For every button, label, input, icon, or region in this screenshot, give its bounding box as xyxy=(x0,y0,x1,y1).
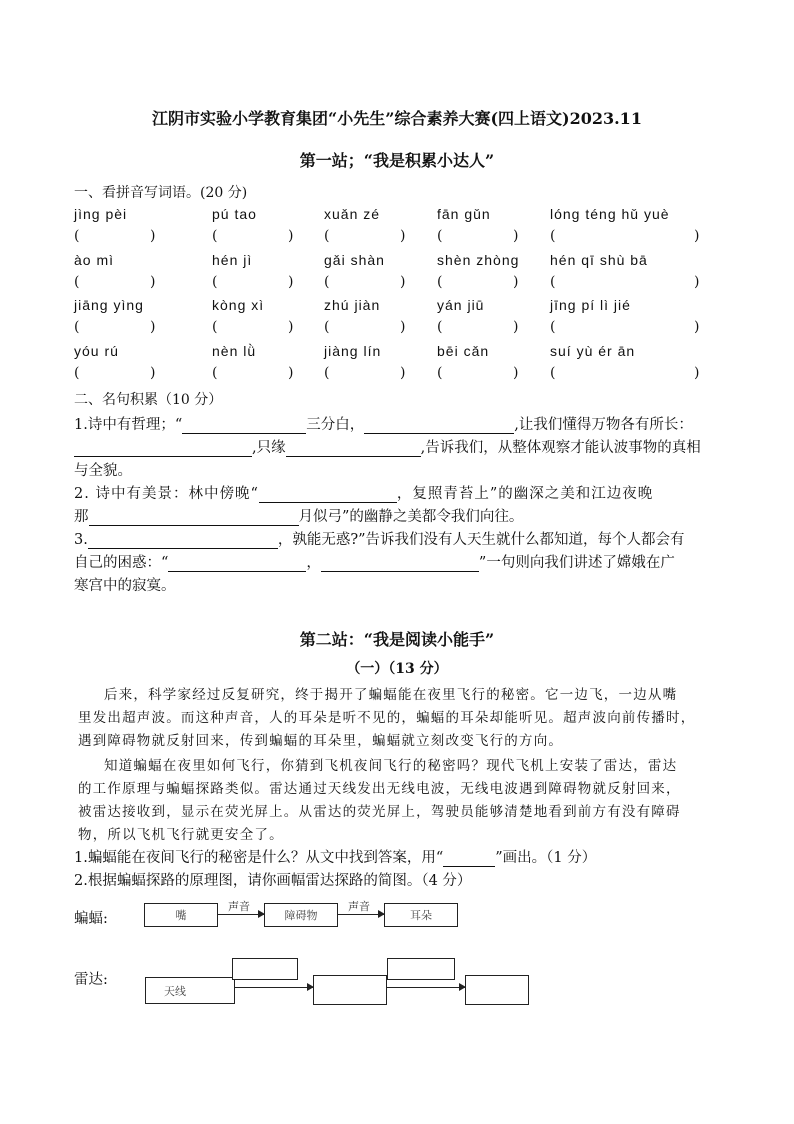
answer-paren-open: ( xyxy=(212,274,219,290)
q1-text-a: 1.诗中有哲理；“ xyxy=(74,417,183,433)
q3-text-d: ， xyxy=(306,555,321,571)
station-2-title: 第二站：“我是阅读小能手” xyxy=(299,630,495,649)
answer-paren-open: ( xyxy=(74,365,81,381)
rq1-text-a: 1.蝙蝠能在夜间飞行的秘密是什么？从文中找到答案，用“ xyxy=(74,850,444,866)
pinyin-item: jīng pí lì jié xyxy=(550,297,631,313)
reading-p2-line-4: 物，所以飞机飞行就更安全了。 xyxy=(78,827,284,843)
reading-p1-line-1: 后来，科学家经过反复研究，终于揭开了蝙蝠能在夜里飞行的秘密。它一边飞，一边从嘴 xyxy=(104,687,678,703)
bat-label: 蝙蝠: xyxy=(74,911,108,927)
part-1-heading: 一、看拼音写词语。(20 分) xyxy=(74,185,248,201)
pinyin-item: jiāng yìng xyxy=(74,297,144,313)
pinyin-item: yán jiū xyxy=(437,297,485,313)
answer-slot[interactable] xyxy=(558,365,692,383)
answer-slot[interactable] xyxy=(332,274,398,292)
bat-box-mouth-label: 嘴 xyxy=(175,910,187,922)
reading-p1-line-2: 里发出超声波。而这种声音，人的耳朵是听不见的，蝙蝠的耳朵却能听见。超声波向前传播时， xyxy=(78,710,696,726)
bat-box-obstacle-label: 障碍物 xyxy=(284,910,318,922)
q2-text-b: ，复照青苔上”的幽深之美和江边夜晚 xyxy=(396,486,654,502)
reading-question-2: 2.根据蝙蝠探路的原理图，请你画幅雷达探路的简图。（4 分） xyxy=(74,873,472,889)
answer-slot[interactable] xyxy=(82,274,148,292)
answer-paren-close: ) xyxy=(513,274,520,290)
q2-line-1 xyxy=(74,482,653,503)
answer-paren-close: ) xyxy=(288,365,295,381)
answer-paren-close: ) xyxy=(150,365,157,381)
q3-text-c: 自己的困惑：“ xyxy=(74,555,169,571)
q1-text-b: 三分白， xyxy=(306,417,365,433)
q3-text-e: ”一句则向我们讲述了嫦娥在广 xyxy=(478,555,675,571)
answer-paren-close: ) xyxy=(150,319,157,335)
q2-text-d: 月似弓”的幽静之美都令我们向往。 xyxy=(298,509,524,525)
bat-box-ear-label: 耳朵 xyxy=(410,910,432,922)
answer-paren-close: ) xyxy=(288,319,295,335)
bat-arrow-1 xyxy=(218,914,264,915)
q1-blank-4[interactable] xyxy=(286,440,421,457)
answer-paren-open: ( xyxy=(324,274,331,290)
bat-arrow-2 xyxy=(338,914,384,915)
q3-text-b: ，孰能无惑?”告诉我们没有人天生就什么都知道，每个人都会有 xyxy=(277,532,685,548)
answer-paren-close: ) xyxy=(400,365,407,381)
answer-paren-close: ) xyxy=(150,274,157,290)
answer-paren-open: ( xyxy=(550,274,557,290)
q3-blank-3[interactable] xyxy=(321,555,479,572)
pinyin-item: kòng xì xyxy=(212,297,265,313)
pinyin-item: suí yù ér ān xyxy=(550,343,636,359)
answer-paren-open: ( xyxy=(212,365,219,381)
pinyin-item: zhú jiàn xyxy=(324,297,381,313)
pinyin-item: nèn lǜ xyxy=(212,343,257,359)
answer-paren-open: ( xyxy=(324,319,331,335)
answer-slot[interactable] xyxy=(220,228,286,246)
answer-paren-open: ( xyxy=(324,228,331,244)
radar-box-blank-label-2[interactable] xyxy=(387,958,455,980)
answer-paren-open: ( xyxy=(212,228,219,244)
answer-paren-close: ) xyxy=(694,274,701,290)
answer-slot[interactable] xyxy=(445,319,511,337)
answer-paren-close: ) xyxy=(513,365,520,381)
bat-box-obstacle xyxy=(264,903,338,927)
answer-paren-close: ) xyxy=(694,319,701,335)
reading-p2-line-2: 的工作原理与蝙蝠探路类似。雷达通过天线发出无线电波，无线电波遇到障碍物就反射回来， xyxy=(78,781,681,797)
answer-slot[interactable] xyxy=(445,228,511,246)
answer-slot[interactable] xyxy=(332,319,398,337)
q3-text-a: 3. xyxy=(74,532,88,548)
q3-blank-2[interactable] xyxy=(168,555,306,572)
station-1-title: 第一站；“我是积累小达人” xyxy=(299,151,495,170)
answer-slot[interactable] xyxy=(82,228,148,246)
answer-paren-close: ) xyxy=(400,228,407,244)
radar-box-antenna xyxy=(145,977,235,1004)
pinyin-item: yóu rú xyxy=(74,343,119,359)
pinyin-item: hén qī shù bā xyxy=(550,252,648,268)
q1-text-e: ,告诉我们，从整体观察才能认波事物的真相 xyxy=(420,440,701,456)
bat-arrow-2-label: 声音 xyxy=(348,901,370,913)
answer-paren-open: ( xyxy=(324,365,331,381)
answer-slot[interactable] xyxy=(220,274,286,292)
pinyin-item: jiàng lín xyxy=(324,343,382,359)
answer-paren-open: ( xyxy=(74,274,81,290)
part-2-heading: 二、名句积累（10 分） xyxy=(74,392,223,408)
answer-paren-open: ( xyxy=(437,319,444,335)
reading-question-1 xyxy=(74,846,596,867)
answer-paren-close: ) xyxy=(288,228,295,244)
reading-part-title: （一）（13 分） xyxy=(346,661,448,677)
exam-title: 江阴市实验小学教育集团“小先生”综合素养大赛(四上语文)2023.11 xyxy=(152,109,642,128)
rq1-underline-sample xyxy=(443,850,495,867)
rq1-text-b: ”画出。（1 分） xyxy=(495,850,597,866)
radar-box-antenna-label: 天线 xyxy=(164,985,186,998)
q1-blank-1[interactable] xyxy=(182,417,306,434)
answer-slot[interactable] xyxy=(220,365,286,383)
radar-arrow-2 xyxy=(387,987,465,988)
answer-paren-close: ) xyxy=(400,319,407,335)
q3-line-3: 寒宫中的寂寞。 xyxy=(74,578,176,594)
answer-paren-close: ) xyxy=(288,274,295,290)
q1-blank-3[interactable] xyxy=(74,440,252,457)
answer-paren-open: ( xyxy=(74,319,81,335)
reading-p2-line-1: 知道蝙蝠在夜里如何飞行，你猜到飞机夜间飞行的秘密吗？现代飞机上安装了雷达，雷达 xyxy=(104,758,678,774)
answer-paren-close: ) xyxy=(513,319,520,335)
q1-line-1 xyxy=(74,413,693,434)
q3-blank-1[interactable] xyxy=(88,532,278,549)
q1-text-c: ,让我们懂得万物各有所长： xyxy=(514,417,693,433)
q3-line-2 xyxy=(74,551,675,572)
answer-paren-open: ( xyxy=(437,274,444,290)
radar-label: 雷达: xyxy=(74,972,108,988)
answer-slot[interactable] xyxy=(332,228,398,246)
q1-line-3: 与全貌。 xyxy=(74,463,132,479)
reading-p2-line-3: 被雷达接收到，显示在荧光屏上。从雷达的荧光屏上，驾驶员能够清楚地看到前方有没有障碍 xyxy=(78,804,681,820)
radar-box-blank-3[interactable] xyxy=(465,975,529,1005)
answer-paren-open: ( xyxy=(212,319,219,335)
answer-paren-open: ( xyxy=(550,365,557,381)
q1-blank-2[interactable] xyxy=(364,417,514,434)
pinyin-item: gǎi shàn xyxy=(324,252,385,268)
answer-paren-open: ( xyxy=(74,228,81,244)
q1-line-2 xyxy=(74,436,701,457)
bat-arrow-1-label: 声音 xyxy=(228,901,250,913)
answer-slot[interactable] xyxy=(445,365,511,383)
q2-blank-1[interactable] xyxy=(259,486,397,503)
reading-p1-line-3: 遇到障碍物就反射回来，传到蝙蝠的耳朵里，蝙蝠就立刻改变飞行的方向。 xyxy=(78,733,564,749)
pinyin-item: pú tao xyxy=(212,206,257,222)
answer-slot[interactable] xyxy=(82,319,148,337)
q1-text-d: ,只缘 xyxy=(252,440,286,456)
answer-paren-close: ) xyxy=(150,228,157,244)
answer-paren-close: ) xyxy=(694,228,701,244)
pinyin-item: hén jì xyxy=(212,252,253,268)
q2-blank-2[interactable] xyxy=(89,509,299,526)
radar-arrow-1 xyxy=(235,987,313,988)
answer-paren-open: ( xyxy=(550,228,557,244)
answer-slot[interactable] xyxy=(445,274,511,292)
pinyin-item: lóng téng hǔ yuè xyxy=(550,206,670,222)
q2-line-2 xyxy=(74,505,523,526)
answer-slot[interactable] xyxy=(332,365,398,383)
answer-paren-close: ) xyxy=(513,228,520,244)
answer-slot[interactable] xyxy=(220,319,286,337)
answer-paren-open: ( xyxy=(437,228,444,244)
bat-box-ear xyxy=(384,903,458,927)
answer-slot[interactable] xyxy=(558,319,692,337)
pinyin-item: jìng pèi xyxy=(74,206,128,222)
answer-paren-open: ( xyxy=(437,365,444,381)
pinyin-item: fān gǔn xyxy=(437,206,491,222)
bat-box-mouth xyxy=(144,903,218,927)
pinyin-item: bēi cǎn xyxy=(437,343,490,359)
q2-text-a: 2. 诗中有美景：林中傍晚“ xyxy=(74,486,259,502)
pinyin-item: ào mì xyxy=(74,252,115,268)
pinyin-item: shèn zhòng xyxy=(437,252,520,268)
q2-text-c: 那 xyxy=(74,509,89,525)
radar-box-blank-label-1[interactable] xyxy=(232,958,298,980)
answer-paren-open: ( xyxy=(550,319,557,335)
answer-paren-close: ) xyxy=(400,274,407,290)
answer-slot[interactable] xyxy=(82,365,148,383)
answer-slot[interactable] xyxy=(558,228,692,246)
answer-paren-close: ) xyxy=(694,365,701,381)
radar-box-blank-2[interactable] xyxy=(313,975,387,1005)
pinyin-item: xuǎn zé xyxy=(324,206,381,222)
answer-slot[interactable] xyxy=(558,274,692,292)
q3-line-1 xyxy=(74,528,685,549)
